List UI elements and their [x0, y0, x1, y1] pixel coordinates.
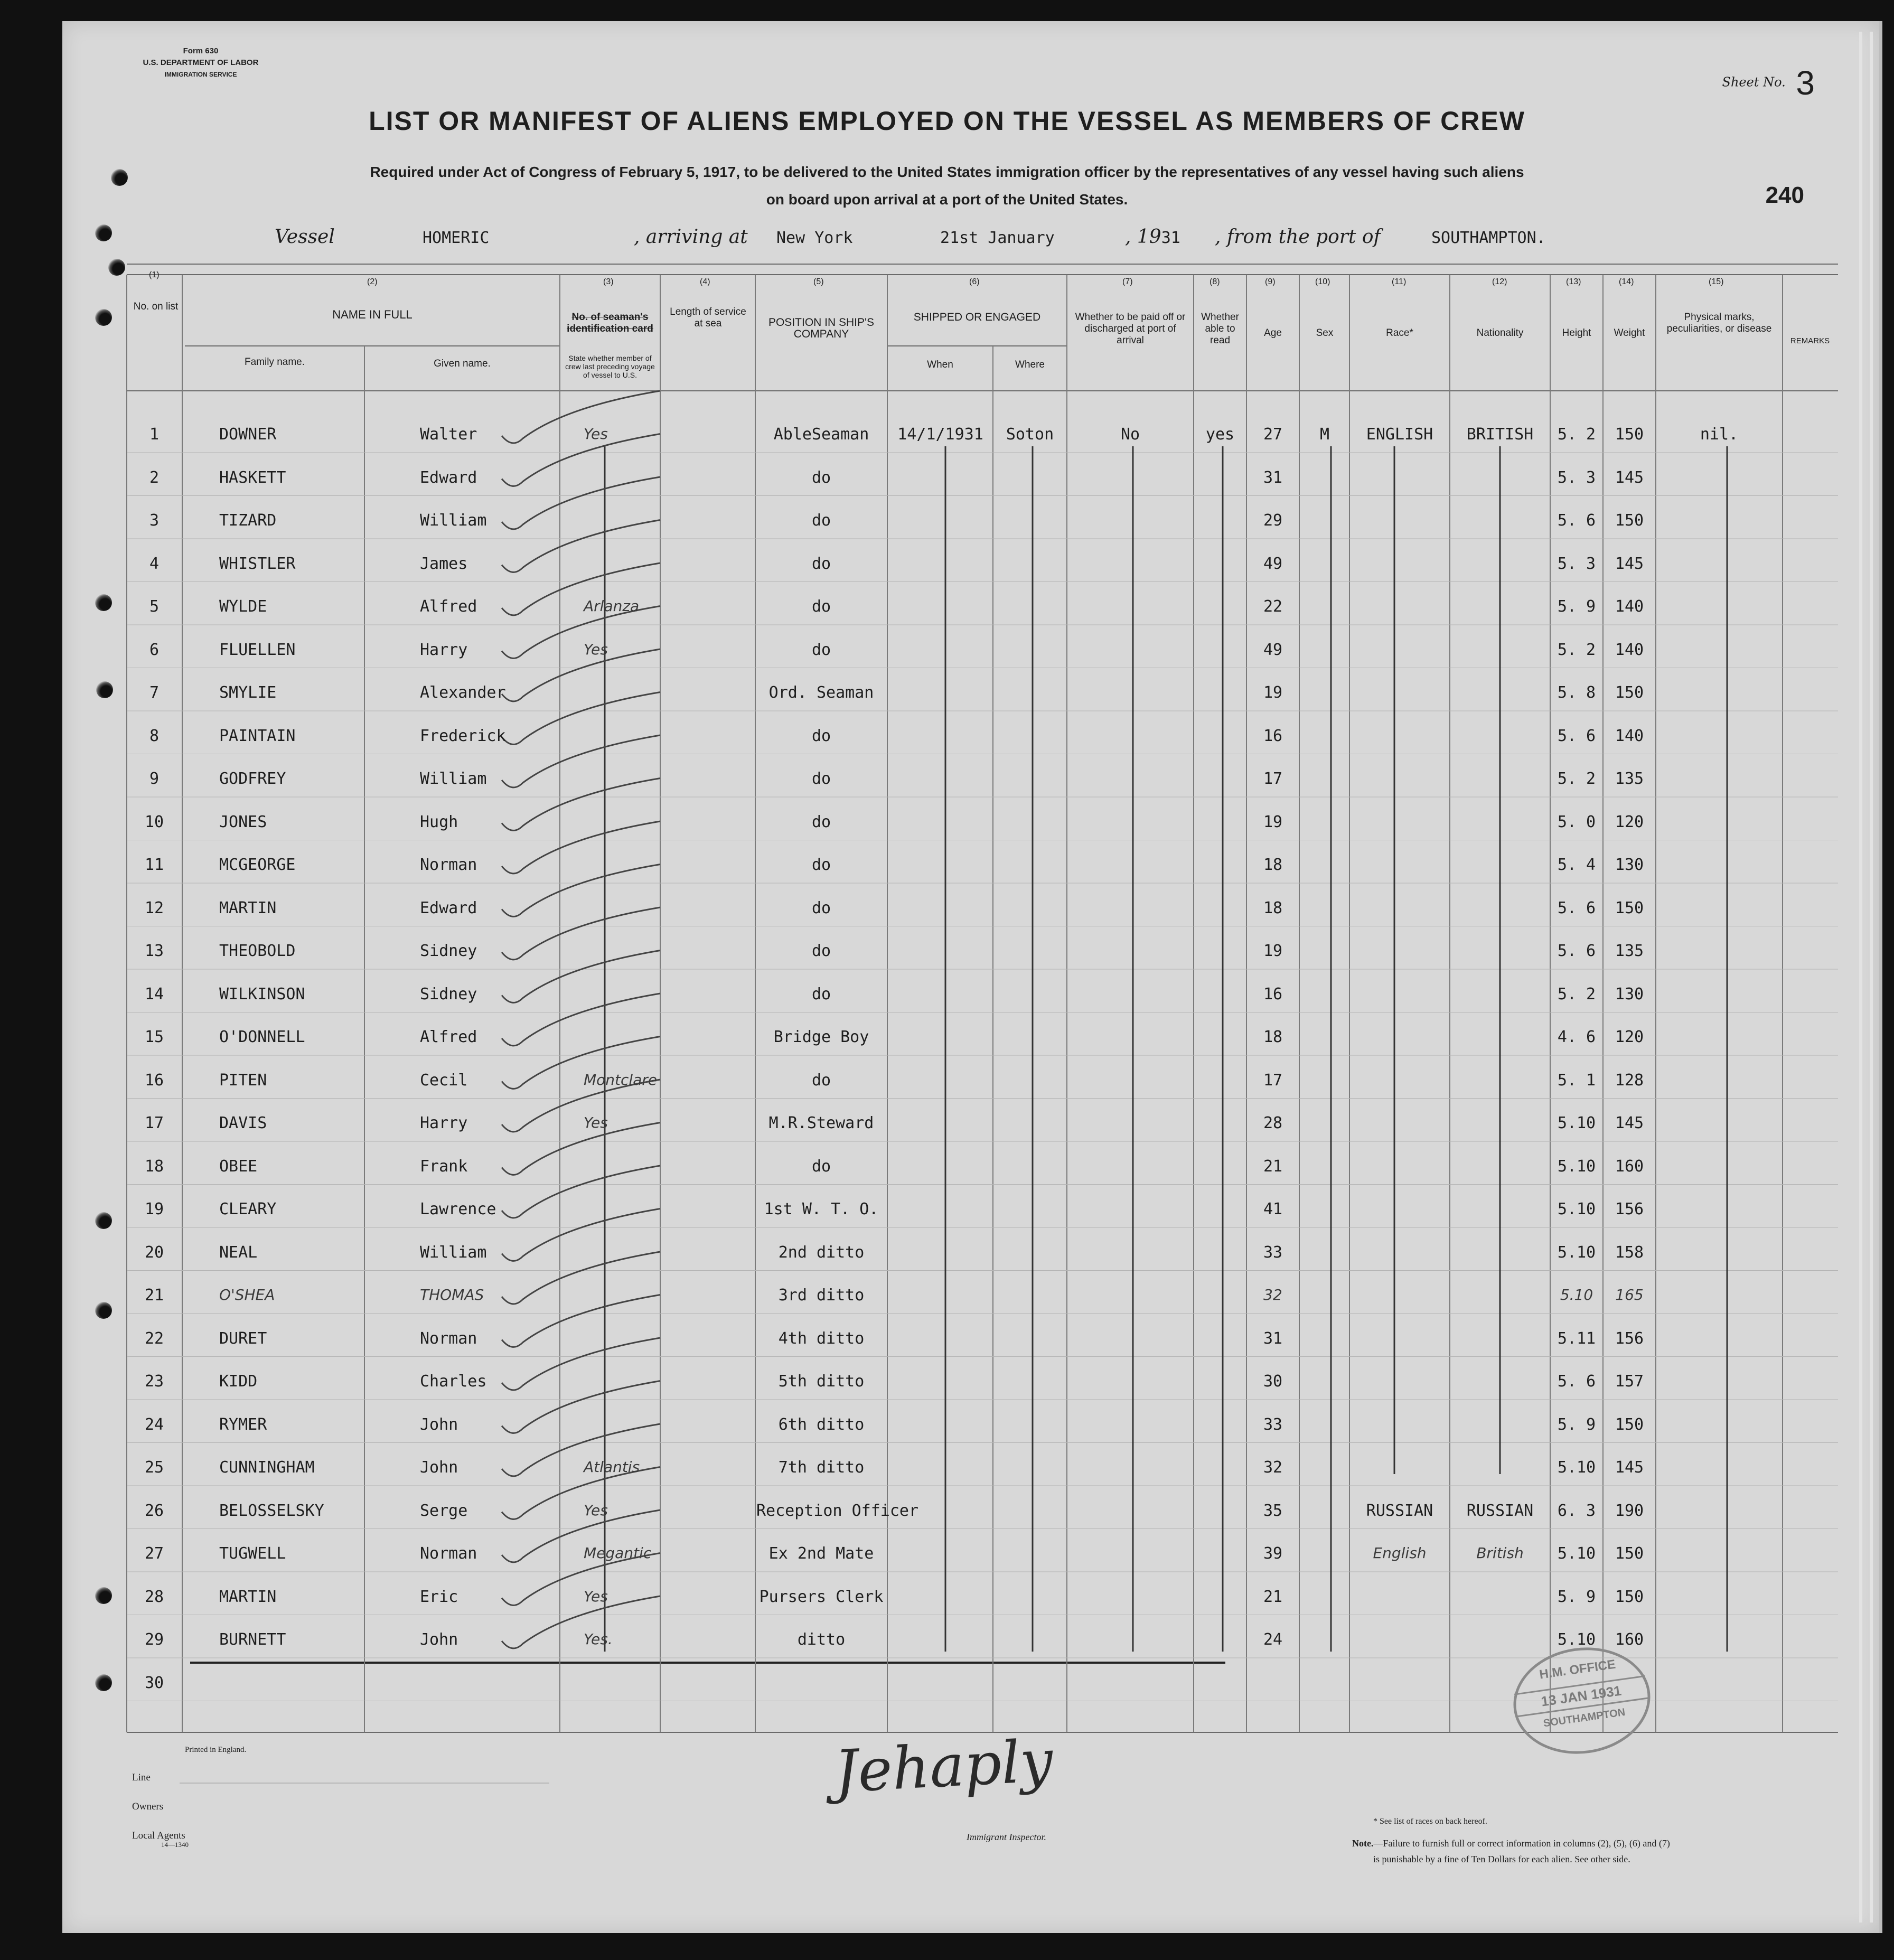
vessel-label: Vessel — [275, 226, 335, 248]
cell-race: RUSSIAN — [1366, 1501, 1433, 1520]
cell-age: 21 — [1263, 1587, 1283, 1606]
cell-family: FLUELLEN — [219, 640, 296, 659]
cell-position: Reception Officer — [756, 1501, 919, 1520]
cell-position: do — [811, 898, 831, 917]
cell-height: 5. 2 — [1557, 425, 1596, 444]
cell-given: Frank — [420, 1157, 468, 1176]
cell-paid-off: No — [1120, 425, 1140, 444]
row-number: 16 — [144, 1071, 164, 1090]
row-number: 25 — [144, 1458, 164, 1477]
cell-position: 5th ditto — [778, 1372, 865, 1391]
cell-family: DOWNER — [219, 425, 277, 444]
cell-height: 5. 6 — [1557, 898, 1596, 917]
row-number: 30 — [144, 1673, 164, 1692]
cell-nationality: British — [1476, 1544, 1524, 1562]
row-number: 10 — [144, 812, 164, 831]
cell-weight: 130 — [1615, 984, 1644, 1004]
cell-height: 5. 3 — [1557, 554, 1596, 573]
cell-weight: 150 — [1615, 1544, 1644, 1563]
cell-position: 2nd ditto — [778, 1243, 865, 1262]
header-given-name: Given name. — [434, 358, 491, 369]
cell-race: ENGLISH — [1366, 425, 1433, 444]
cell-weight: 150 — [1615, 683, 1644, 702]
penalty-note: Note.—Failure to furnish full or correct information in columns (2), (5), (6) and (7) — [1352, 1838, 1670, 1849]
cell-age: 29 — [1263, 511, 1283, 530]
cell-height: 5. 6 — [1557, 511, 1596, 530]
row-number: 7 — [149, 683, 160, 702]
cell-given: Lawrence — [420, 1200, 496, 1218]
col-number: (7) — [1122, 277, 1133, 286]
cell-height: 5.10 — [1557, 1630, 1596, 1649]
cell-family: JONES — [219, 812, 267, 831]
cell-family: MARTIN — [219, 1587, 277, 1606]
row-number: 5 — [149, 597, 160, 616]
subtitle-line-2: on board upon arrival at a port of the United States. — [766, 191, 1128, 208]
header-length-of-service: Length of service at sea — [670, 306, 746, 329]
page-title: LIST OR MANIFEST OF ALIENS EMPLOYED ON THE VESSEL AS MEMBERS OF CREW — [369, 106, 1525, 136]
row-number: 1 — [149, 425, 160, 444]
sheet-value: 3 — [1796, 64, 1815, 102]
header-no-on-list: No. on list — [133, 301, 179, 312]
cell-position: do — [811, 770, 831, 788]
cell-age: 16 — [1263, 984, 1283, 1004]
cell-weight: 160 — [1615, 1157, 1644, 1176]
cell-family: RYMER — [219, 1415, 267, 1434]
cell-prev: Arlanza — [584, 597, 640, 615]
cell-age: 18 — [1263, 856, 1283, 874]
header-id-card-struck: No. of seaman's identification card — [567, 312, 653, 334]
cell-position: do — [811, 856, 831, 874]
cell-given: Serge — [420, 1501, 468, 1520]
cell-age: 32 — [1263, 1286, 1282, 1303]
cell-family: OBEE — [219, 1157, 258, 1176]
row-number: 19 — [144, 1200, 164, 1218]
cell-prev: Yes — [584, 1114, 608, 1131]
row-number: 24 — [144, 1415, 164, 1434]
cell-age: 31 — [1263, 468, 1283, 487]
sheet-label: Sheet No. — [1722, 74, 1786, 90]
header-family-name: Family name. — [244, 357, 305, 368]
cell-age: 32 — [1263, 1458, 1283, 1477]
header-age: Age — [1264, 327, 1282, 339]
cell-height: 5. 2 — [1557, 640, 1596, 659]
cell-family: SMYLIE — [219, 683, 277, 702]
cell-weight: 135 — [1615, 942, 1644, 960]
cell-race: English — [1373, 1544, 1427, 1562]
row-number: 11 — [144, 856, 164, 874]
cell-sex: M — [1319, 425, 1330, 444]
cell-family: DURET — [219, 1329, 267, 1348]
header-when: When — [927, 359, 953, 370]
cell-weight: 158 — [1615, 1243, 1644, 1262]
subtitle-line-1: Required under Act of Congress of February 5, 1917, to be delivered to the United States immigration officer by the representatives of any vessel having such aliens — [370, 164, 1524, 180]
col-number: (9) — [1265, 277, 1276, 286]
col-number: (11) — [1392, 277, 1407, 286]
cell-family: DAVIS — [219, 1114, 267, 1132]
cell-prev: Megantic — [584, 1544, 652, 1562]
header-remarks: REMARKS — [1790, 336, 1830, 345]
cell-family: NEAL — [219, 1243, 258, 1262]
cell-position: do — [811, 640, 831, 659]
cell-age: 33 — [1263, 1243, 1283, 1262]
cell-position: do — [811, 942, 831, 960]
cell-family: O'DONNELL — [219, 1028, 305, 1046]
cell-height: 6. 3 — [1557, 1501, 1596, 1520]
cell-height: 5. 2 — [1557, 770, 1596, 788]
col-number: (1) — [149, 270, 160, 279]
row-number: 14 — [144, 984, 164, 1004]
cell-given: THOMAS — [420, 1286, 484, 1303]
cell-given: Sidney — [420, 942, 477, 960]
cell-given: Hugh — [420, 812, 458, 831]
cell-weight: 130 — [1615, 856, 1644, 874]
cell-position: do — [811, 1157, 831, 1176]
cell-weight: 145 — [1615, 468, 1644, 487]
cell-marks: nil. — [1700, 425, 1739, 444]
arriving-port: New York — [776, 229, 853, 247]
col-number: (8) — [1209, 277, 1220, 286]
cell-height: 5. 1 — [1557, 1071, 1596, 1090]
cell-family: MCGEORGE — [219, 856, 296, 874]
cell-given: Frederick — [420, 726, 506, 745]
cell-weight: 120 — [1615, 1028, 1644, 1046]
header-position: POSITION IN SHIP'S COMPANY — [768, 316, 875, 340]
cell-age: 27 — [1263, 425, 1283, 444]
cell-age: 17 — [1263, 770, 1283, 788]
cell-height: 5. 2 — [1557, 984, 1596, 1004]
cell-age: 49 — [1263, 554, 1283, 573]
arriving-label: , arriving at — [634, 226, 748, 248]
from-port: SOUTHAMPTON. — [1431, 229, 1546, 247]
cell-given: Alfred — [420, 597, 477, 616]
form-number: Form 630 — [183, 46, 219, 55]
cell-prev: Yes. — [584, 1630, 613, 1648]
header-able-to-read: Whether able to read — [1201, 312, 1239, 346]
cell-weight: 140 — [1615, 726, 1644, 745]
cell-height: 5. 9 — [1557, 1587, 1596, 1606]
cell-given: Cecil — [420, 1071, 468, 1090]
cell-position: do — [811, 726, 831, 745]
row-number: 2 — [149, 468, 160, 487]
cell-weight: 150 — [1615, 511, 1644, 530]
row-number: 28 — [144, 1587, 164, 1606]
cell-age: 35 — [1263, 1501, 1283, 1520]
cell-height: 5. 6 — [1557, 1372, 1596, 1391]
cell-weight: 160 — [1615, 1630, 1644, 1649]
cell-family: CUNNINGHAM — [219, 1458, 315, 1477]
cell-given: Eric — [420, 1587, 458, 1606]
form-department: U.S. DEPARTMENT OF LABOR — [143, 58, 259, 67]
cell-family: WYLDE — [219, 597, 267, 616]
cell-given: John — [420, 1458, 458, 1477]
cell-age: 18 — [1263, 1028, 1283, 1046]
form-service: IMMIGRATION SERVICE — [164, 71, 237, 78]
cell-read: yes — [1205, 425, 1235, 444]
row-number: 21 — [144, 1286, 164, 1305]
cell-position: do — [811, 812, 831, 831]
inspector-label: Immigrant Inspector. — [967, 1832, 1046, 1842]
header-shipped-engaged: SHIPPED OR ENGAGED — [913, 311, 1041, 323]
cell-age: 24 — [1263, 1630, 1283, 1649]
cell-given: John — [420, 1415, 458, 1434]
stamp-top: H.M. OFFICE — [1538, 1657, 1617, 1682]
form-code: 14—1340 — [161, 1841, 189, 1849]
inspector-signature: Jehaply — [832, 1727, 1055, 1806]
races-note: * See list of races on back hereof. — [1373, 1817, 1487, 1826]
penalty-note-2: is punishable by a fine of Ten Dollars for each alien. See other side. — [1373, 1854, 1630, 1864]
cell-height: 5.10 — [1557, 1458, 1596, 1477]
cell-given: James — [420, 554, 468, 573]
header-paid-off: Whether to be paid off or discharged at port of arrival — [1075, 312, 1186, 346]
cell-position: do — [811, 1071, 831, 1090]
cell-given: Norman — [420, 1544, 477, 1563]
cell-weight: 156 — [1615, 1329, 1644, 1348]
header-sex: Sex — [1316, 327, 1334, 339]
cell-weight: 145 — [1615, 1114, 1644, 1132]
cell-family: PAINTAIN — [219, 726, 296, 745]
cell-family: GODFREY — [219, 770, 286, 788]
row-number: 26 — [144, 1501, 164, 1520]
row-number: 27 — [144, 1544, 164, 1563]
from-label: , from the port of — [1215, 226, 1381, 248]
cell-position: AbleSeaman — [773, 425, 869, 444]
cell-height: 5.10 — [1557, 1157, 1596, 1176]
cell-family: THEOBOLD — [219, 942, 296, 960]
cell-weight: 145 — [1615, 1458, 1644, 1477]
row-number: 6 — [149, 640, 160, 659]
row-number: 13 — [144, 942, 164, 960]
cell-height: 5.10 — [1557, 1544, 1596, 1563]
cell-given: Harry — [420, 1114, 468, 1132]
cell-height: 5.10 — [1557, 1200, 1596, 1218]
cell-prev: Atlantis — [584, 1458, 640, 1476]
cell-age: 39 — [1263, 1544, 1283, 1563]
cell-height: 5.10 — [1557, 1243, 1596, 1262]
row-number: 22 — [144, 1329, 164, 1348]
cell-given: Alfred — [420, 1028, 477, 1046]
cell-position: Bridge Boy — [773, 1028, 869, 1046]
row-number: 4 — [149, 554, 160, 573]
cell-position: do — [811, 511, 831, 530]
header-nationality: Nationality — [1476, 327, 1524, 339]
cell-height: 5.10 — [1557, 1114, 1596, 1132]
cell-given: Norman — [420, 856, 477, 874]
cell-nationality: RUSSIAN — [1466, 1501, 1534, 1520]
row-number: 17 — [144, 1114, 164, 1132]
row-number: 15 — [144, 1028, 164, 1046]
header-physical-marks: Physical marks, peculiarities, or disease — [1666, 312, 1772, 334]
cell-weight: 150 — [1615, 898, 1644, 917]
cell-family: BELOSSELSKY — [219, 1501, 324, 1520]
col-number: (13) — [1566, 277, 1581, 286]
cell-height: 5. 4 — [1557, 856, 1596, 874]
row-number: 8 — [149, 726, 160, 745]
col-number: (14) — [1619, 277, 1634, 286]
cell-height: 5. 8 — [1557, 683, 1596, 702]
cell-prev: Yes — [584, 1587, 608, 1605]
cell-position: 3rd ditto — [778, 1286, 865, 1305]
header-height: Height — [1562, 327, 1591, 339]
col-number: (10) — [1315, 277, 1330, 286]
stamp-date: 13 JAN 1931 — [1514, 1675, 1648, 1717]
cell-height: 5. 0 — [1557, 812, 1596, 831]
cell-age: 17 — [1263, 1071, 1283, 1090]
row-number: 18 — [144, 1157, 164, 1176]
cell-given: William — [420, 770, 487, 788]
cell-given: Harry — [420, 640, 468, 659]
cell-position: 6th ditto — [778, 1415, 865, 1434]
col-number: (12) — [1492, 277, 1507, 286]
cell-height: 4. 6 — [1557, 1028, 1596, 1046]
stamp-bottom: SOUTHAMPTON — [1542, 1706, 1626, 1730]
cell-position: Ex 2nd Mate — [768, 1544, 874, 1563]
cell-age: 49 — [1263, 640, 1283, 659]
cell-weight: 190 — [1615, 1501, 1644, 1520]
row-number: 3 — [149, 511, 160, 530]
cell-weight: 140 — [1615, 640, 1644, 659]
cell-age: 33 — [1263, 1415, 1283, 1434]
cell-position: Pursers Clerk — [759, 1587, 884, 1606]
cell-given: William — [420, 1243, 487, 1262]
owners-label: Owners — [132, 1801, 164, 1812]
cell-position: 7th ditto — [778, 1458, 865, 1477]
cell-position: Ord. Seaman — [768, 683, 874, 702]
cell-family: WILKINSON — [219, 984, 305, 1004]
cell-height: 5.11 — [1557, 1329, 1596, 1348]
row-number: 20 — [144, 1243, 164, 1262]
cell-age: 19 — [1263, 942, 1283, 960]
col-number: (6) — [969, 277, 980, 286]
col-number: (4) — [700, 277, 710, 286]
cell-age: 16 — [1263, 726, 1283, 745]
cell-weight: 128 — [1615, 1071, 1644, 1090]
header-previous-voyage: State whether member of crew last preceding voyage of vessel to U.S. — [565, 354, 655, 379]
cell-height: 5. 6 — [1557, 942, 1596, 960]
cell-nationality: BRITISH — [1466, 425, 1534, 444]
cell-age: 19 — [1263, 683, 1283, 702]
cell-position: 4th ditto — [778, 1329, 865, 1348]
cell-position: 1st W. T. O. — [764, 1200, 879, 1218]
cell-family: TIZARD — [219, 511, 277, 530]
cell-given: Charles — [420, 1372, 487, 1391]
cell-given: Walter — [420, 425, 477, 444]
col-number: (2) — [367, 277, 378, 286]
cell-family: BURNETT — [219, 1630, 286, 1649]
cell-family: O'SHEA — [219, 1286, 275, 1303]
header-weight: Weight — [1614, 327, 1645, 339]
cell-weight: 165 — [1615, 1286, 1644, 1303]
cell-height: 5. 6 — [1557, 726, 1596, 745]
cell-weight: 156 — [1615, 1200, 1644, 1218]
cell-given: Norman — [420, 1329, 477, 1348]
cell-family: CLEARY — [219, 1200, 277, 1218]
local-agents-label: Local Agents — [132, 1830, 185, 1841]
cell-position: do — [811, 554, 831, 573]
cell-weight: 150 — [1615, 425, 1644, 444]
cell-given: John — [420, 1630, 458, 1649]
row-number: 12 — [144, 898, 164, 917]
cell-age: 31 — [1263, 1329, 1283, 1348]
header-race: Race* — [1386, 327, 1413, 339]
cell-given: Alexander — [420, 683, 506, 702]
cell-given: Edward — [420, 468, 477, 487]
cell-position: do — [811, 984, 831, 1004]
cell-height: 5. 9 — [1557, 597, 1596, 616]
col-number: (15) — [1709, 277, 1724, 286]
row-number: 23 — [144, 1372, 164, 1391]
cell-weight: 140 — [1615, 597, 1644, 616]
cell-age: 41 — [1263, 1200, 1283, 1218]
year-label: , 1931 — [1125, 226, 1180, 248]
cell-given: William — [420, 511, 487, 530]
row-number: 29 — [144, 1630, 164, 1649]
cell-family: KIDD — [219, 1372, 258, 1391]
cell-age: 28 — [1263, 1114, 1283, 1132]
cell-age: 19 — [1263, 812, 1283, 831]
vessel-name: HOMERIC — [423, 229, 490, 247]
cell-weight: 135 — [1615, 770, 1644, 788]
header-where: Where — [1015, 359, 1045, 370]
cell-position: do — [811, 468, 831, 487]
cell-prev: Yes — [584, 425, 608, 443]
cell-age: 18 — [1263, 898, 1283, 917]
cell-family: WHISTLER — [219, 554, 296, 573]
cell-prev: Montclare — [584, 1071, 658, 1089]
cell-family: TUGWELL — [219, 1544, 286, 1563]
cell-position: ditto — [797, 1630, 846, 1649]
cell-where: Soton — [1006, 425, 1054, 444]
cell-weight: 120 — [1615, 812, 1644, 831]
cell-age: 22 — [1263, 597, 1283, 616]
col-number: (3) — [603, 277, 614, 286]
cell-age: 21 — [1263, 1157, 1283, 1176]
cell-given: Sidney — [420, 984, 477, 1004]
cell-position: do — [811, 597, 831, 616]
footer-lines — [180, 1780, 581, 1786]
printed-note: Printed in England. — [185, 1746, 247, 1754]
cell-position: M.R.Steward — [768, 1114, 874, 1132]
cell-prev: Yes — [584, 640, 608, 658]
cell-weight: 157 — [1615, 1372, 1644, 1391]
cell-weight: 150 — [1615, 1415, 1644, 1434]
cell-family: HASKETT — [219, 468, 286, 487]
row-number: 9 — [149, 770, 160, 788]
cell-height: 5. 9 — [1557, 1415, 1596, 1434]
cell-age: 30 — [1263, 1372, 1283, 1391]
col-number: (5) — [813, 277, 824, 286]
cell-family: PITEN — [219, 1071, 267, 1090]
file-number: 240 — [1765, 182, 1804, 208]
cell-given: Edward — [420, 898, 477, 917]
cell-when: 14/1/1931 — [897, 425, 983, 444]
cell-weight: 145 — [1615, 554, 1644, 573]
cell-height: 5.10 — [1560, 1286, 1593, 1303]
cell-prev: Yes — [584, 1501, 608, 1519]
header-name-in-full: NAME IN FULL — [332, 308, 412, 321]
line-label: Line — [132, 1772, 151, 1783]
cell-weight: 150 — [1615, 1587, 1644, 1606]
cell-height: 5. 3 — [1557, 468, 1596, 487]
cell-family: MARTIN — [219, 898, 277, 917]
arrival-date: 21st January — [940, 229, 1055, 247]
